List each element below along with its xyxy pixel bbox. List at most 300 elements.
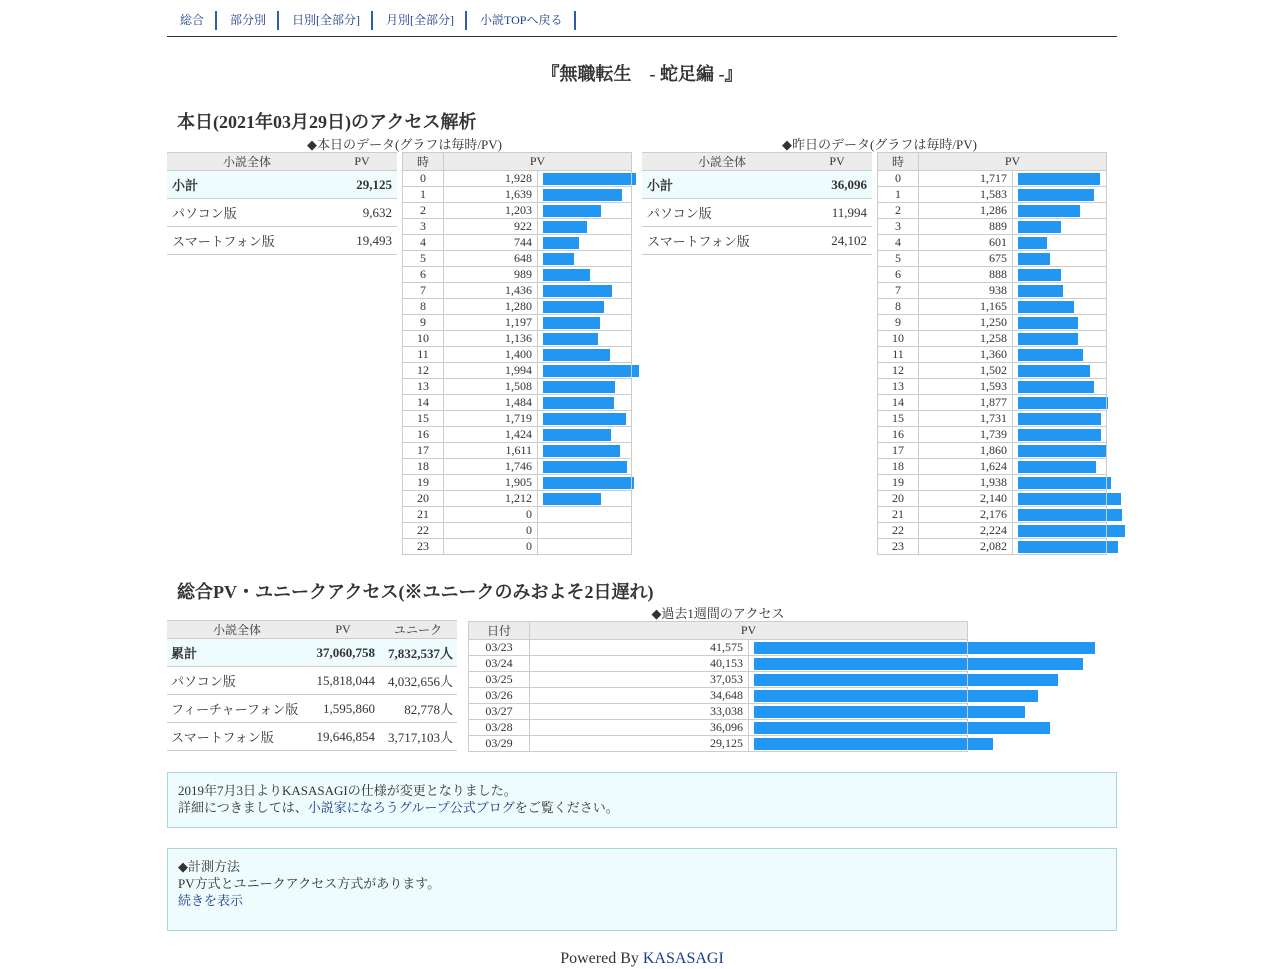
hour-row [878, 507, 1107, 523]
hour-row [403, 251, 632, 267]
bar-cell [1013, 315, 1107, 331]
hour-row [403, 299, 632, 315]
row-pv: 9,632 [327, 199, 397, 227]
top-nav [167, 10, 576, 30]
pv-cell: 41,575 [530, 640, 749, 656]
bar-cell [538, 523, 632, 539]
hour-cell: 14 [878, 395, 919, 411]
pv-bar [543, 285, 612, 297]
pv-bar [1018, 525, 1125, 537]
pv-cell: 888 [919, 267, 1013, 283]
bar-cell [1013, 507, 1107, 523]
nav-daily[interactable]: 日別[全部分] [279, 11, 373, 30]
official-blog-link[interactable]: 小説家になろうグループ公式ブログ [307, 800, 515, 815]
hour-row [878, 203, 1107, 219]
date-cell: 03/29 [469, 736, 530, 752]
hour-cell: 15 [403, 411, 444, 427]
pv-cell: 29,125 [530, 736, 749, 752]
pv-cell: 938 [919, 283, 1013, 299]
hour-cell: 10 [403, 331, 444, 347]
hour-cell: 14 [403, 395, 444, 411]
pv-cell: 2,224 [919, 523, 1013, 539]
row-label: パソコン版 [167, 667, 307, 695]
pv-bar [754, 706, 1025, 718]
bar-cell [538, 379, 632, 395]
pv-cell: 648 [444, 251, 538, 267]
hour-row [878, 315, 1107, 331]
hour-row [878, 331, 1107, 347]
yesterday-hourly-table [877, 152, 1107, 555]
pv-cell: 1,719 [444, 411, 538, 427]
total-row [167, 667, 457, 695]
bar-cell [1013, 443, 1107, 459]
bar-cell [538, 315, 632, 331]
hour-cell: 9 [878, 315, 919, 331]
week-row [469, 640, 968, 656]
row-pv: 15,818,044 [307, 667, 379, 695]
measurement-method-box [167, 848, 1117, 931]
total-row [167, 723, 457, 751]
bar-cell [538, 235, 632, 251]
pv-cell: 33,038 [530, 704, 749, 720]
pv-bar [754, 690, 1038, 702]
today-heading: 本日(2021年03月29日)のアクセス解析 [177, 112, 477, 132]
hour-row [403, 475, 632, 491]
total-row [167, 695, 457, 723]
pv-cell: 1,593 [919, 379, 1013, 395]
row-unique: 4,032,656人 [379, 667, 457, 695]
hour-cell: 7 [878, 283, 919, 299]
hour-row [403, 523, 632, 539]
hour-row [403, 315, 632, 331]
bar-cell [538, 203, 632, 219]
pv-bar [1018, 189, 1094, 201]
yesterday-caption: ◆昨日のデータ(グラフは毎時/PV) [782, 137, 977, 152]
hour-row [878, 299, 1107, 315]
col-date: 日付 [469, 622, 530, 640]
date-cell: 03/26 [469, 688, 530, 704]
pv-cell: 1,583 [919, 187, 1013, 203]
bar-cell [1013, 427, 1107, 443]
hour-row [403, 331, 632, 347]
hour-cell: 5 [878, 251, 919, 267]
pv-bar [1018, 509, 1122, 521]
pv-bar [1018, 237, 1047, 249]
bar-cell [1013, 539, 1107, 555]
week-row [469, 736, 968, 752]
show-more-link[interactable]: 続きを表示 [178, 893, 244, 908]
row-label: スマートフォン版 [642, 227, 802, 255]
summary-row [642, 227, 872, 255]
row-label: スマートフォン版 [167, 227, 327, 255]
hour-cell: 16 [878, 427, 919, 443]
bar-cell [538, 363, 632, 379]
hour-cell: 22 [878, 523, 919, 539]
bar-cell [1013, 379, 1107, 395]
hour-row [878, 395, 1107, 411]
week-row [469, 672, 968, 688]
bar-cell [538, 539, 632, 555]
notice-line2-pre: 詳細につきましては、 [178, 800, 308, 815]
pv-cell: 1,484 [444, 395, 538, 411]
pv-bar [1018, 445, 1107, 457]
pv-cell: 40,153 [530, 656, 749, 672]
pv-cell: 1,502 [919, 363, 1013, 379]
hour-cell: 12 [403, 363, 444, 379]
bar-cell [538, 459, 632, 475]
pv-bar [754, 658, 1083, 670]
pv-bar [543, 269, 590, 281]
yesterday-summary-table [642, 152, 872, 255]
pv-bar [1018, 173, 1100, 185]
hour-row [878, 363, 1107, 379]
bar-cell [749, 688, 968, 704]
pv-cell: 889 [919, 219, 1013, 235]
pv-cell: 0 [444, 539, 538, 555]
pv-cell: 922 [444, 219, 538, 235]
pv-cell: 1,717 [919, 171, 1013, 187]
pv-cell: 2,140 [919, 491, 1013, 507]
hour-cell: 9 [403, 315, 444, 331]
date-cell: 03/28 [469, 720, 530, 736]
row-label: 累計 [167, 639, 307, 667]
pv-cell: 1,212 [444, 491, 538, 507]
pv-bar [1018, 285, 1063, 297]
pv-cell: 1,860 [919, 443, 1013, 459]
col-pv: PV [444, 153, 632, 171]
pv-bar [1018, 493, 1121, 505]
hour-cell: 11 [403, 347, 444, 363]
bar-cell [1013, 491, 1107, 507]
hour-row [878, 427, 1107, 443]
pv-bar [1018, 397, 1108, 409]
col-novel-overall: 小説全体 [642, 153, 802, 171]
hour-row [403, 347, 632, 363]
col-hour: 時 [878, 153, 919, 171]
pv-bar [543, 301, 604, 313]
pv-bar [543, 413, 626, 425]
hour-cell: 21 [878, 507, 919, 523]
bar-cell [1013, 331, 1107, 347]
today-summary-table [167, 152, 397, 255]
pv-cell: 1,731 [919, 411, 1013, 427]
bar-cell [1013, 459, 1107, 475]
col-pv: PV [307, 621, 379, 639]
pv-cell: 675 [919, 251, 1013, 267]
bar-cell [538, 283, 632, 299]
hour-cell: 21 [403, 507, 444, 523]
bar-cell [1013, 187, 1107, 203]
row-pv: 1,595,860 [307, 695, 379, 723]
bar-cell [1013, 411, 1107, 427]
total-access-table [167, 620, 457, 751]
hour-row [403, 395, 632, 411]
pv-bar [754, 722, 1050, 734]
row-pv: 11,994 [802, 199, 872, 227]
hour-cell: 6 [403, 267, 444, 283]
bar-cell [538, 507, 632, 523]
hour-row [878, 171, 1107, 187]
week-row [469, 688, 968, 704]
col-pv: PV [327, 153, 397, 171]
pv-cell: 1,203 [444, 203, 538, 219]
hour-cell: 18 [403, 459, 444, 475]
powered-prefix: Powered By [560, 950, 643, 967]
total-row [167, 639, 457, 667]
method-title: ◆計測方法 [178, 859, 240, 874]
row-pv: 36,096 [802, 171, 872, 199]
nav-by-part[interactable]: 部分別 [217, 11, 279, 30]
hour-cell: 4 [878, 235, 919, 251]
pv-cell: 36,096 [530, 720, 749, 736]
bar-cell [538, 427, 632, 443]
row-label: スマートフォン版 [167, 723, 307, 751]
hour-cell: 13 [403, 379, 444, 395]
hour-cell: 15 [878, 411, 919, 427]
method-text: PV方式とユニークアクセス方式があります。 [178, 876, 441, 891]
row-label: パソコン版 [167, 199, 327, 227]
summary-row [167, 227, 397, 255]
hour-cell: 1 [878, 187, 919, 203]
week-row [469, 720, 968, 736]
hour-row [878, 187, 1107, 203]
hour-cell: 2 [878, 203, 919, 219]
pv-bar [543, 493, 601, 505]
pv-bar [754, 738, 993, 750]
pv-bar [543, 429, 611, 441]
notice-line1: 2019年7月3日よりKASASAGIの仕様が変更となりました。 [178, 783, 517, 798]
bar-cell [538, 187, 632, 203]
row-pv: 24,102 [802, 227, 872, 255]
hour-row [878, 523, 1107, 539]
pv-bar [1018, 429, 1101, 441]
pv-cell: 1,739 [919, 427, 1013, 443]
bar-cell [1013, 363, 1107, 379]
hour-row [403, 283, 632, 299]
pv-cell: 1,250 [919, 315, 1013, 331]
bar-cell [1013, 203, 1107, 219]
row-unique: 3,717,103人 [379, 723, 457, 751]
hour-row [403, 427, 632, 443]
bar-cell [1013, 267, 1107, 283]
bar-cell [1013, 171, 1107, 187]
pv-bar [543, 445, 620, 457]
hour-row [403, 411, 632, 427]
hour-row [878, 459, 1107, 475]
pv-cell: 1,165 [919, 299, 1013, 315]
hour-cell: 17 [403, 443, 444, 459]
col-pv: PV [530, 622, 968, 640]
hour-row [878, 347, 1107, 363]
col-novel-overall: 小説全体 [167, 153, 327, 171]
bar-cell [538, 443, 632, 459]
hour-row [878, 283, 1107, 299]
bar-cell [538, 475, 632, 491]
bar-cell [1013, 299, 1107, 315]
bar-cell [1013, 251, 1107, 267]
today-caption: ◆本日のデータ(グラフは毎時/PV) [307, 137, 502, 152]
bar-cell [538, 491, 632, 507]
pv-cell: 744 [444, 235, 538, 251]
hour-row [878, 235, 1107, 251]
pv-bar [1018, 413, 1101, 425]
hour-row [878, 443, 1107, 459]
summary-row [167, 171, 397, 199]
row-label: 小計 [167, 171, 327, 199]
pv-cell: 1,424 [444, 427, 538, 443]
pv-bar [543, 173, 636, 185]
pv-cell: 1,639 [444, 187, 538, 203]
pv-cell: 601 [919, 235, 1013, 251]
col-novel-overall: 小説全体 [167, 621, 307, 639]
hour-cell: 19 [878, 475, 919, 491]
bar-cell [538, 299, 632, 315]
pv-cell: 1,197 [444, 315, 538, 331]
hour-row [403, 507, 632, 523]
nav-novel-top[interactable]: 小説TOPへ戻る [467, 11, 575, 30]
hour-row [878, 251, 1107, 267]
hour-cell: 13 [878, 379, 919, 395]
pv-bar [543, 461, 627, 473]
hour-row [403, 363, 632, 379]
total-heading: 総合PV・ユニークアクセス(※ユニークのみおよそ2日遅れ) [177, 582, 654, 602]
pv-bar [543, 397, 614, 409]
bar-cell [749, 704, 968, 720]
hour-cell: 11 [878, 347, 919, 363]
bar-cell [538, 331, 632, 347]
bar-cell [1013, 235, 1107, 251]
pv-cell: 1,508 [444, 379, 538, 395]
hour-cell: 19 [403, 475, 444, 491]
hour-row [403, 235, 632, 251]
hour-row [878, 267, 1107, 283]
week-row [469, 656, 968, 672]
summary-row [642, 199, 872, 227]
hour-cell: 6 [878, 267, 919, 283]
pv-bar [1018, 205, 1080, 217]
pv-cell: 2,176 [919, 507, 1013, 523]
pv-bar [1018, 541, 1118, 553]
row-pv: 29,125 [327, 171, 397, 199]
bar-cell [538, 219, 632, 235]
pv-cell: 1,877 [919, 395, 1013, 411]
summary-row [167, 199, 397, 227]
pv-cell: 1,136 [444, 331, 538, 347]
hour-row [403, 203, 632, 219]
hour-cell: 5 [403, 251, 444, 267]
row-pv: 19,646,854 [307, 723, 379, 751]
hour-cell: 2 [403, 203, 444, 219]
bar-cell [1013, 395, 1107, 411]
bar-cell [749, 640, 968, 656]
bar-cell [1013, 347, 1107, 363]
pv-bar [543, 253, 574, 265]
notice-line2-post: をご覧ください。 [514, 800, 619, 815]
hour-cell: 18 [878, 459, 919, 475]
hour-cell: 3 [403, 219, 444, 235]
bar-cell [538, 347, 632, 363]
hour-cell: 12 [878, 363, 919, 379]
hour-cell: 4 [403, 235, 444, 251]
pv-cell: 1,280 [444, 299, 538, 315]
date-cell: 03/23 [469, 640, 530, 656]
row-pv: 37,060,758 [307, 639, 379, 667]
hour-cell: 0 [403, 171, 444, 187]
powered-by [167, 950, 1117, 968]
hour-row [403, 171, 632, 187]
pv-cell: 37,053 [530, 672, 749, 688]
weekly-access-table [468, 621, 968, 752]
notice-line2 [178, 799, 1106, 816]
pv-cell: 34,648 [530, 688, 749, 704]
bar-cell [538, 267, 632, 283]
pv-bar [1018, 461, 1096, 473]
pv-bar [1018, 317, 1078, 329]
hour-cell: 20 [403, 491, 444, 507]
pv-bar [543, 381, 615, 393]
pv-cell: 1,360 [919, 347, 1013, 363]
pv-bar [543, 205, 601, 217]
bar-cell [749, 736, 968, 752]
bar-cell [749, 720, 968, 736]
pv-cell: 2,082 [919, 539, 1013, 555]
pv-cell: 0 [444, 523, 538, 539]
row-unique: 7,832,537人 [379, 639, 457, 667]
hour-row [403, 459, 632, 475]
pv-cell: 1,938 [919, 475, 1013, 491]
bar-cell [538, 171, 632, 187]
hour-cell: 8 [403, 299, 444, 315]
col-pv: PV [802, 153, 872, 171]
kasasagi-link[interactable]: KASASAGI [642, 950, 724, 967]
hour-cell: 17 [878, 443, 919, 459]
hour-cell: 23 [878, 539, 919, 555]
row-label: パソコン版 [642, 199, 802, 227]
col-pv: PV [919, 153, 1107, 171]
hour-cell: 23 [403, 539, 444, 555]
bar-cell [749, 672, 968, 688]
pv-bar [1018, 269, 1061, 281]
pv-bar [543, 349, 610, 361]
pv-bar [1018, 301, 1074, 313]
date-cell: 03/27 [469, 704, 530, 720]
hour-row [878, 475, 1107, 491]
hour-cell: 16 [403, 427, 444, 443]
nav-overall[interactable]: 総合 [167, 11, 217, 30]
nav-monthly[interactable]: 月別[全部分] [373, 11, 467, 30]
hour-row [878, 379, 1107, 395]
pv-bar [543, 477, 634, 489]
bar-cell [1013, 283, 1107, 299]
pv-cell: 1,400 [444, 347, 538, 363]
bar-cell [1013, 523, 1107, 539]
pv-cell: 1,286 [919, 203, 1013, 219]
hour-row [403, 443, 632, 459]
pv-cell: 1,436 [444, 283, 538, 299]
pv-cell: 1,905 [444, 475, 538, 491]
pv-cell: 989 [444, 267, 538, 283]
pv-cell: 1,611 [444, 443, 538, 459]
pv-cell: 1,994 [444, 363, 538, 379]
pv-cell: 1,624 [919, 459, 1013, 475]
pv-bar [1018, 477, 1111, 489]
pv-bar [543, 237, 579, 249]
pv-bar [1018, 253, 1050, 265]
hour-row [403, 187, 632, 203]
hour-cell: 3 [878, 219, 919, 235]
pv-cell: 1,928 [444, 171, 538, 187]
hour-cell: 0 [878, 171, 919, 187]
